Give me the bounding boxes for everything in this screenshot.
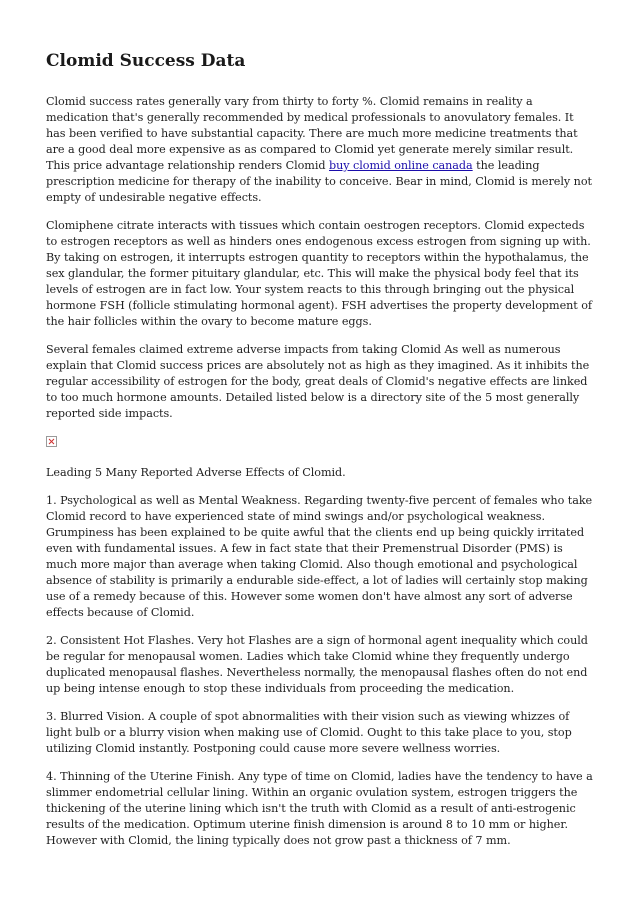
list-heading: Leading 5 Many Reported Adverse Effects of Clomid. — [46, 466, 346, 479]
paragraph-text: Clomid success rates generally vary from thirty to forty %. Clomid remains in reality a medication that's generally recommended by medical professionals to anovulatory females. It has been verified to have substantial capacity. There are much more medicine treatments that are a good deal more expensive as as compared to Clomid yet generate merely similar result. This price advantage relationship renders Clomid — [46, 95, 578, 172]
list-item: 1. Psychological as well as Mental Weakness. Regarding twenty-five percent of females who take Clomid record to have experienced state of mind swings and/or psychological weakness. Grumpiness has been explained to be quite awful that the clients end up being quickly irritated even with fundamental issues. A few in fact state that their Premenstrual Disorder (PMS) is much more major than average when taking Clomid. Also though emotional and psychological absence of stability is primarily a endurable side-effect, a lot of ladies will certainly stop making use of a remedy because of this. However some women don't have almost any sort of adverse effects because of Clomid. — [46, 494, 593, 619]
paragraph-success-rates — [46, 94, 594, 206]
page-title: Clomid Success Data — [46, 51, 246, 71]
paragraph-text: the leading prescription medicine for therapy of the inability to conceive. Bear in mind, Clomid is merely not empty of undesirable negative effects. — [46, 159, 592, 204]
list-item: 3. Blurred Vision. A couple of spot abnormalities with their vision such as viewing whizzes of light bulb or a blurry vision when making use of Clomid. Ought to this take place to you, stop utilizing Clomid instantly. Postponing could cause more severe wellness worries. — [46, 710, 572, 755]
list-item: 4. Thinning of the Uterine Finish. Any type of time on Clomid, ladies have the tendency to have a slimmer endometrial cellular lining. Within an organic ovulation system, estrogen triggers the thickening of the uterine lining which isn't the truth with Clomid as a result of anti-estrogenic results of the medication. Optimum uterine finish dimension is around 8 to 10 mm or higher. However with Clomid, the lining typically does not grow past a thickness of 7 mm. — [46, 770, 593, 847]
list-item: 2. Consistent Hot Flashes. Very hot Flashes are a sign of hormonal agent inequality which could be regular for menopausal women. Ladies which take Clomid whine they frequently undergo duplicated menopausal flashes. Nevertheless normally, the menopausal flashes often do not end up being intense enough to stop these individuals from proceeding the medication. — [46, 634, 588, 695]
broken-image-icon — [46, 436, 57, 447]
paragraph-mechanism: Clomiphene citrate interacts with tissues which contain oestrogen receptors. Clomid expecteds to estrogen receptors as well as hinders ones endogenous excess estrogen from signing up with. By taking on estrogen, it interrupts estrogen quantity to receptors within the hypothalamus, the sex glandular, the former pituitary glandular, etc. This will make the physical body feel that its levels of estrogen are in fact low. Your system reacts to this through bringing out the physical hormone FSH (follicle stimulating hormonal agent). FSH advertises the property development of the hair follicles within the ovary to become mature eggs. — [46, 219, 593, 328]
document-page — [46, 50, 594, 861]
paragraph-adverse-impacts: Several females claimed extreme adverse impacts from taking Clomid As well as numerous explain that Clomid success prices are absolutely not as high as they imagined. As it inhibits the regular accessibility of estrogen for the body, great deals of Clomid's negative effects are linked to too much hormone amounts. Detailed listed below is a directory site of the 5 most generally reported side impacts. — [46, 343, 590, 420]
buy-clomid-link[interactable]: buy clomid online canada — [329, 159, 473, 172]
